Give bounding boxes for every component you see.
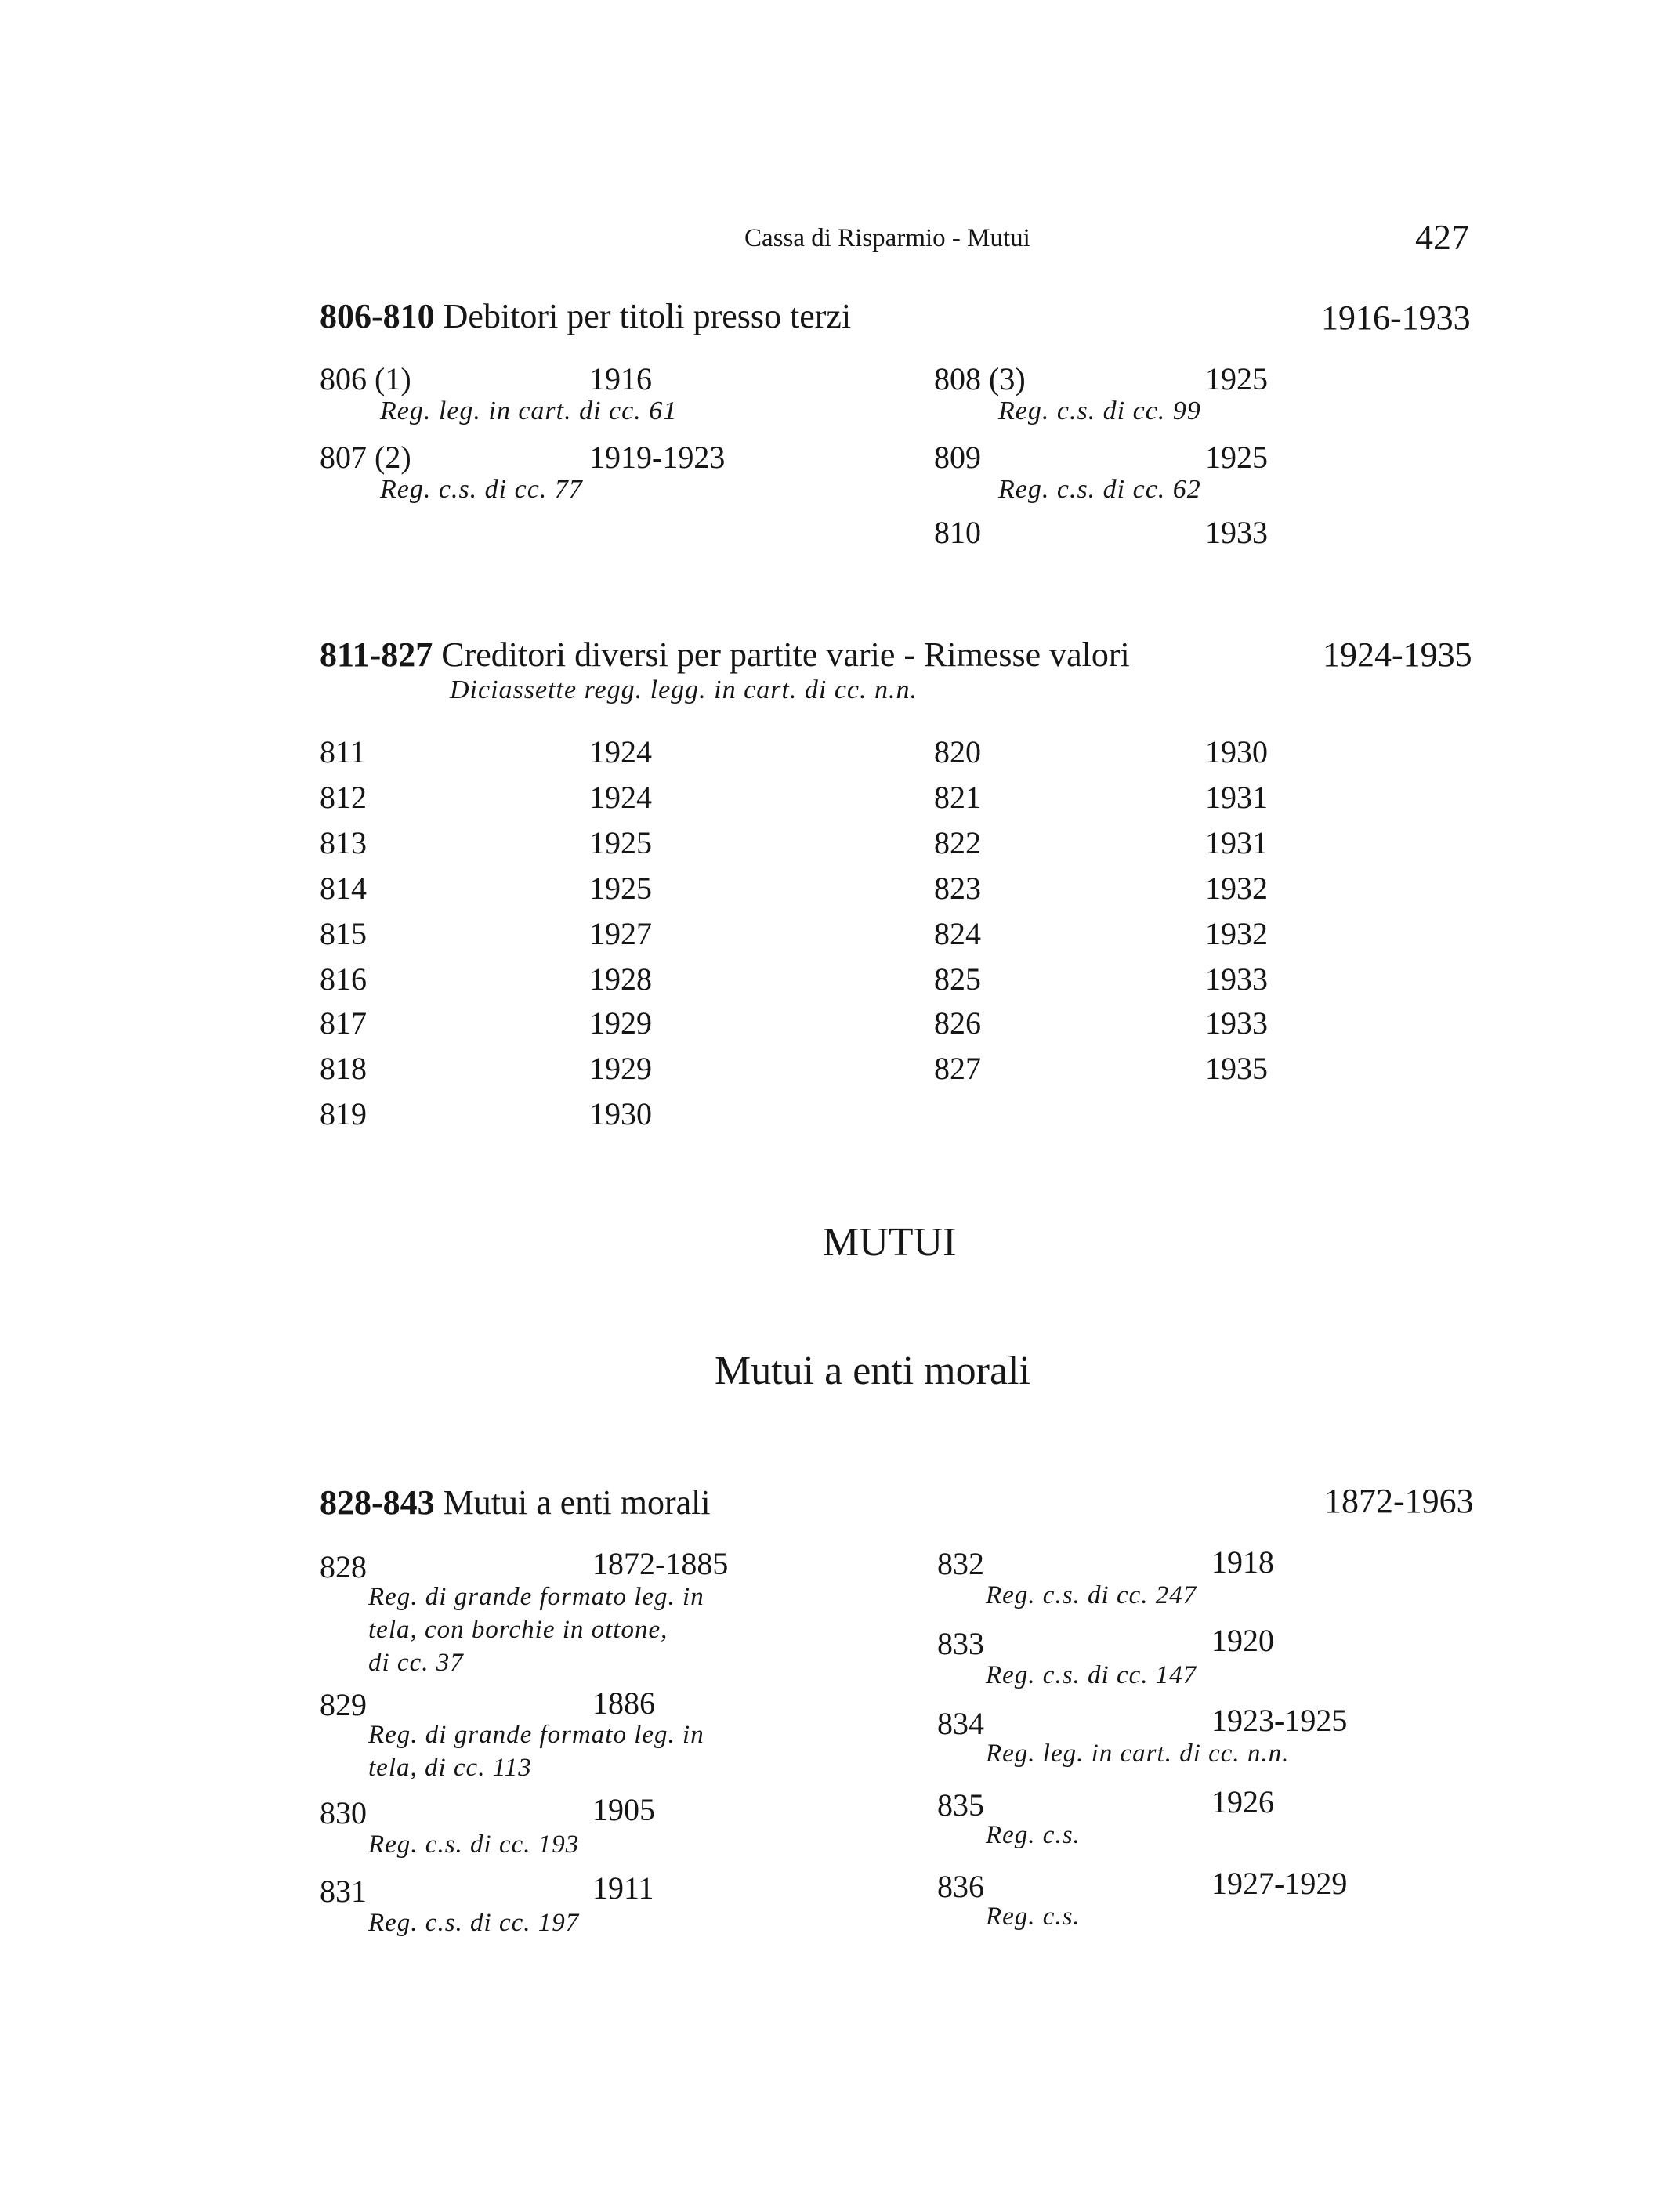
entry-date: 1911 [592, 1870, 654, 1906]
entry-date: 1919-1923 [589, 440, 726, 475]
entry-number: 818 [320, 1051, 367, 1086]
section-range: 811-827 [320, 635, 433, 674]
entry-note: Reg. c.s. di cc. 99 [998, 396, 1201, 425]
section-dates: 1872-1963 [1324, 1482, 1474, 1520]
entry-date: 1932 [1205, 916, 1268, 951]
entry-number: 829 [320, 1687, 367, 1722]
entry-number: 835 [937, 1787, 984, 1823]
entry-note-line: Reg. c.s. di cc. 247 [986, 1581, 1197, 1609]
entry-number: 809 [934, 440, 981, 475]
entry-number: 819 [320, 1096, 367, 1131]
entry-date: 1886 [592, 1685, 655, 1721]
entry-date: 1931 [1205, 780, 1268, 815]
section-title: Mutui a enti morali [443, 1483, 711, 1522]
entry-date: 1916 [589, 361, 652, 396]
entry-number: 810 [934, 515, 981, 550]
entry-number: 824 [934, 916, 981, 951]
entry-date: 1905 [592, 1792, 655, 1827]
entry-date: 1935 [1205, 1051, 1268, 1086]
entry-date: 1924 [589, 780, 652, 815]
entry-number: 831 [320, 1874, 367, 1909]
entry-date: 1931 [1205, 825, 1268, 860]
entry-date: 1926 [1211, 1784, 1274, 1819]
entry-number: 836 [937, 1869, 984, 1904]
mutui-heading: MUTUI [823, 1220, 957, 1265]
entry-date: 1923-1925 [1211, 1703, 1348, 1738]
entry-number: 830 [320, 1795, 367, 1830]
section-dates: 1916-1933 [1321, 299, 1471, 337]
entry-note-line: tela, con borchie in ottone, [368, 1616, 668, 1644]
entry-note-line: Reg. c.s. di cc. 197 [368, 1909, 580, 1937]
entry-date: 1925 [589, 871, 652, 906]
section-dates: 1924-1935 [1323, 635, 1472, 674]
entry-number: 822 [934, 825, 981, 860]
entry-note-line: Reg. c.s. [986, 1903, 1081, 1931]
entry-note-line: Reg. di grande formato leg. in [368, 1583, 704, 1611]
section-range: 828-843 [320, 1483, 435, 1522]
entry-number: 826 [934, 1005, 981, 1041]
entry-number: 817 [320, 1005, 367, 1041]
entry-number: 811 [320, 734, 366, 769]
running-title: Cassa di Risparmio - Mutui [744, 224, 1030, 252]
entry-note-line: Reg. c.s. [986, 1821, 1081, 1849]
entry-number: 815 [320, 916, 367, 951]
section-811-827-heading [320, 635, 1130, 675]
entry-number: 820 [934, 734, 981, 769]
entry-date: 1933 [1205, 515, 1268, 550]
entry-number: 832 [937, 1546, 984, 1581]
entry-number: 807 (2) [320, 440, 411, 475]
entry-note-line: Reg. leg. in cart. di cc. n.n. [986, 1740, 1290, 1768]
page-number: 427 [1415, 217, 1469, 257]
entry-date: 1925 [589, 825, 652, 860]
entry-date: 1928 [589, 961, 652, 997]
entry-date: 1933 [1205, 961, 1268, 997]
entry-number: 812 [320, 780, 367, 815]
entry-date: 1918 [1211, 1544, 1274, 1580]
entry-note: Reg. c.s. di cc. 77 [380, 475, 583, 504]
entry-date: 1927 [589, 916, 652, 951]
entry-date: 1929 [589, 1051, 652, 1086]
section-title: Creditori diversi per partite varie - Rimesse valori [441, 635, 1130, 674]
entry-note-line: Reg. c.s. di cc. 193 [368, 1830, 580, 1859]
entry-note-line: Reg. c.s. di cc. 147 [986, 1661, 1197, 1689]
entry-note-line: Reg. di grande formato leg. in [368, 1721, 704, 1749]
entry-date: 1930 [1205, 734, 1268, 769]
entry-number: 814 [320, 871, 367, 906]
section-828-843-heading [320, 1483, 711, 1522]
entry-number: 823 [934, 871, 981, 906]
section-title: Debitori per titoli presso terzi [443, 297, 852, 335]
entry-number: 834 [937, 1706, 984, 1741]
entry-number: 821 [934, 780, 981, 815]
section-note: Diciassette regg. legg. in cart. di cc. n.n. [450, 675, 918, 704]
entry-date: 1925 [1205, 440, 1268, 475]
entry-number: 813 [320, 825, 367, 860]
entry-number: 833 [937, 1626, 984, 1661]
section-range: 806-810 [320, 297, 435, 335]
entry-date: 1933 [1205, 1005, 1268, 1041]
entry-date: 1930 [589, 1096, 652, 1131]
subheading: Mutui a enti morali [715, 1349, 1030, 1393]
entry-number: 825 [934, 961, 981, 997]
entry-number: 828 [320, 1549, 367, 1584]
entry-date: 1929 [589, 1005, 652, 1041]
entry-number: 816 [320, 961, 367, 997]
entry-note-line: tela, di cc. 113 [368, 1754, 532, 1782]
entry-number: 827 [934, 1051, 981, 1086]
entry-date: 1932 [1205, 871, 1268, 906]
entry-number: 806 (1) [320, 361, 411, 396]
entry-note: Reg. c.s. di cc. 62 [998, 475, 1201, 504]
entry-number: 808 (3) [934, 361, 1026, 396]
entry-date: 1872-1885 [592, 1546, 729, 1581]
entry-date: 1924 [589, 734, 652, 769]
section-806-810-heading [320, 296, 851, 336]
entry-date: 1927-1929 [1211, 1866, 1348, 1901]
entry-note-line: di cc. 37 [368, 1649, 464, 1677]
entry-date: 1925 [1205, 361, 1268, 396]
entry-date: 1920 [1211, 1623, 1274, 1658]
entry-note: Reg. leg. in cart. di cc. 61 [380, 396, 678, 425]
